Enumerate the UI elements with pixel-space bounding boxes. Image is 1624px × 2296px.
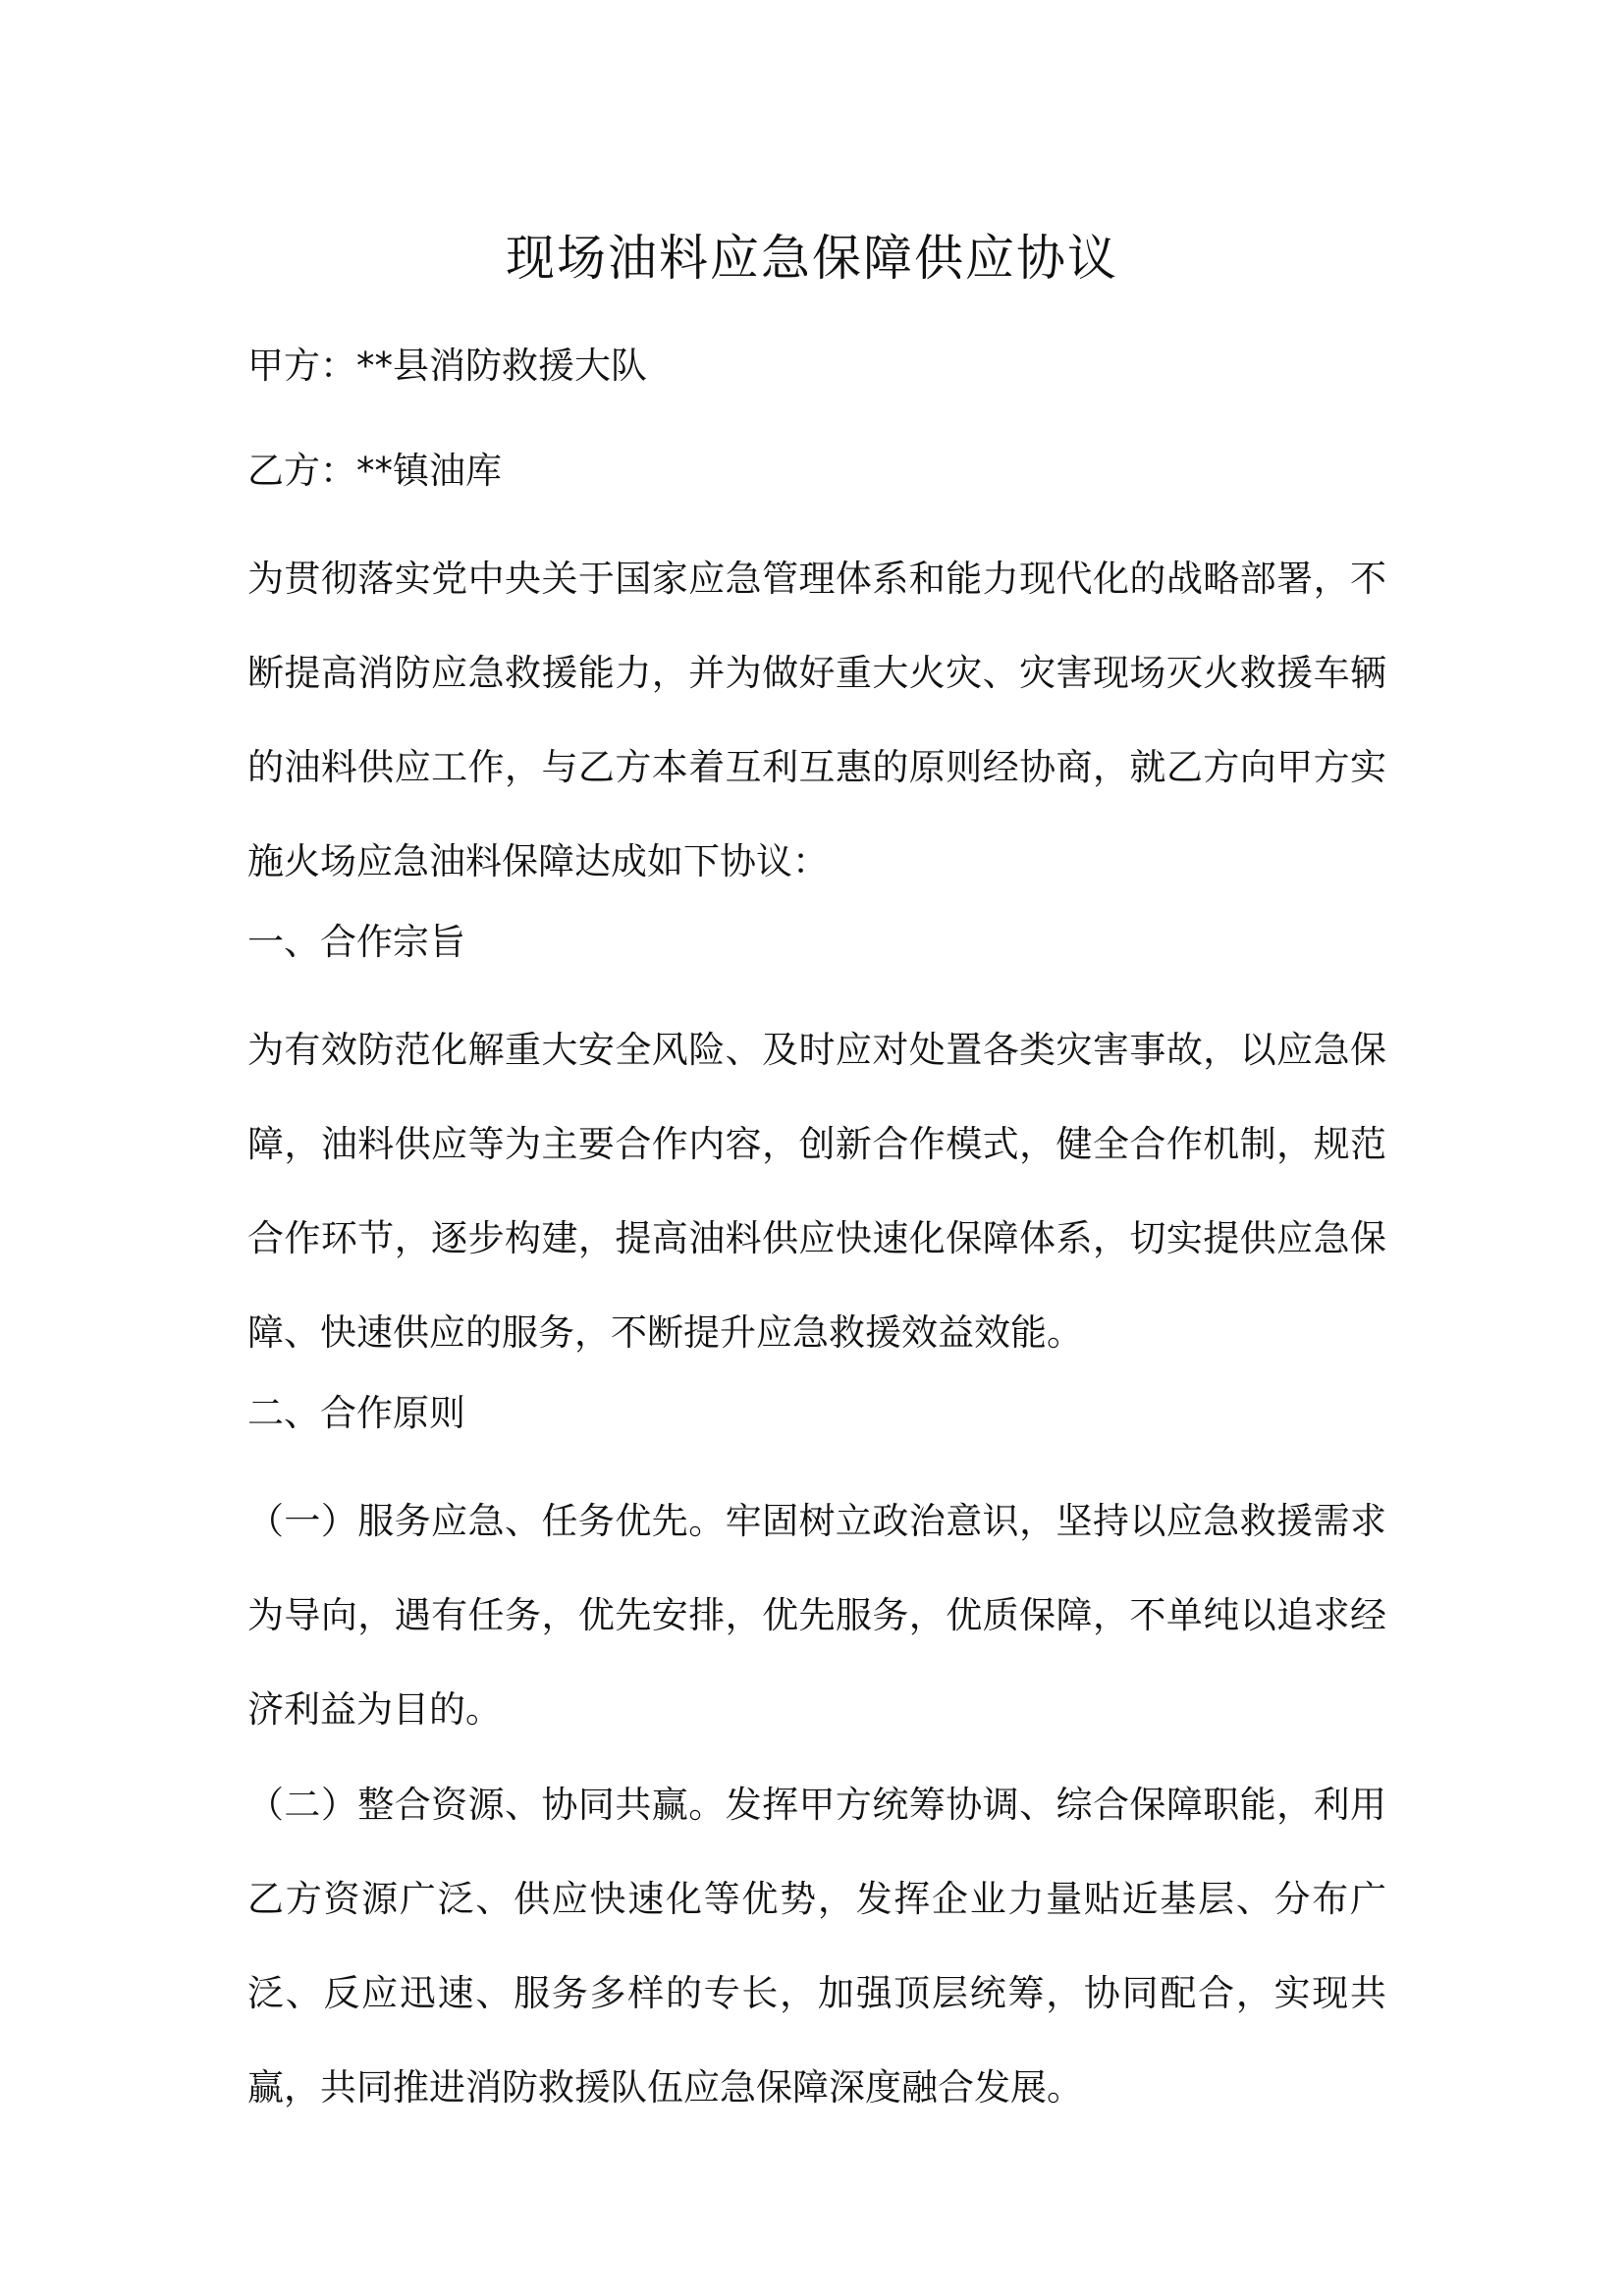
party-b: 乙方：**镇油库 <box>247 450 502 492</box>
intro-paragraph: 为贯彻落实党中央关于国家应急管理体系和能力现代化的战略部署，不断提高消防应急救援能力，并为做好重大火灾、灾害现场灭火救援车辆的油料供应工作，与乙方本着互利互惠的原则经协商，就乙方向甲方实施火场应急油料保障达成如下协议： <box>247 558 1386 882</box>
section-purpose-paragraph: 为有效防范化解重大安全风险、及时应对处置各类灾害事故，以应急保障，油料供应等为主要合作内容，创新合作模式，健全合作机制，规范合作环节，逐步构建，提高油料供应快速化保障体系，切实提供应急保障、快速供应的服务，不断提升应急救援效益效能。 <box>247 1029 1386 1354</box>
party-a: 甲方：**县消防救援大队 <box>247 345 647 387</box>
document-title: 现场油料应急保障供应协议 <box>506 230 1118 287</box>
principle-2-paragraph: （二）整合资源、协同共赢。发挥甲方统筹协调、综合保障职能，利用乙方资源广泛、供应快速化等优势，发挥企业力量贴近基层、分布广泛、反应迅速、服务多样的专长，加强顶层统筹，协同配合，实现共赢，共同推进消防救援队伍应急保障深度融合发展。 <box>247 1784 1386 2109</box>
section-heading-purpose: 一、合作宗旨 <box>247 921 465 963</box>
section-heading-principles: 二、合作原则 <box>247 1392 465 1434</box>
principle-1-paragraph: （一）服务应急、任务优先。牢固树立政治意识，坚持以应急救援需求为导向，遇有任务，优先安排，优先服务，优质保障，不单纯以追求经济利益为目的。 <box>247 1500 1386 1731</box>
